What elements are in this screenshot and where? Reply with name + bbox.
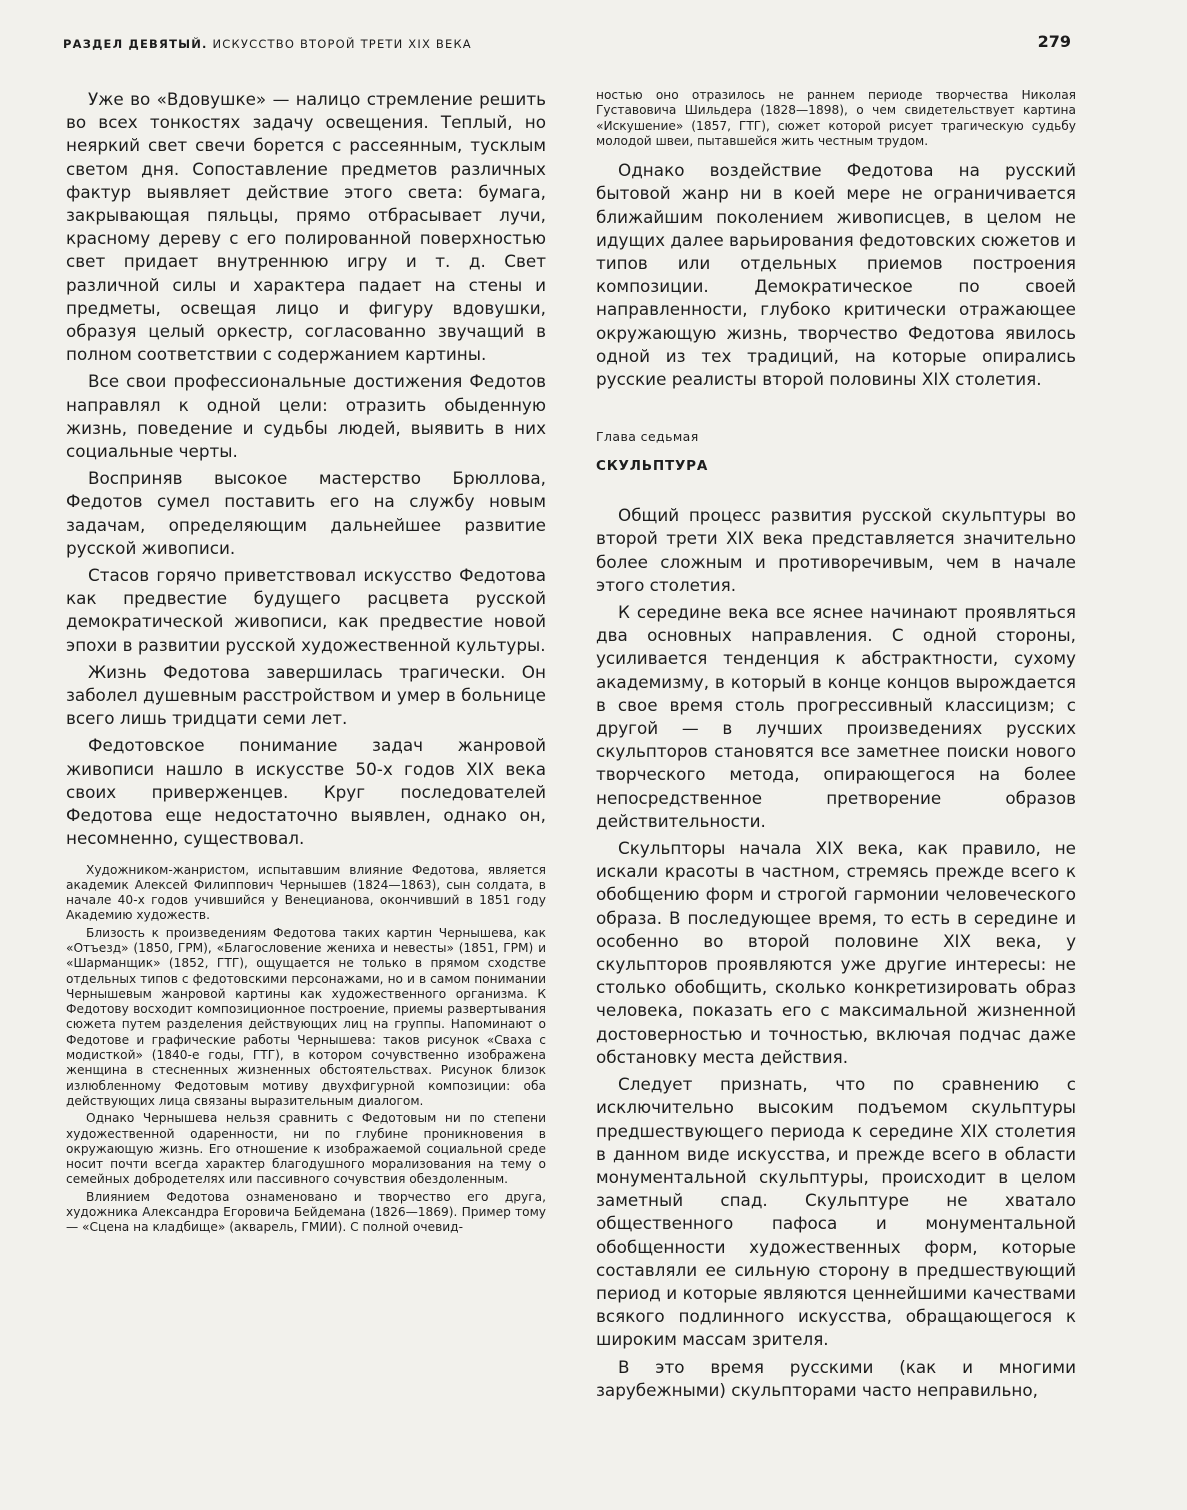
body-paragraph: Скульпторы начала XIX века, как правило, не искали красоты в частном, стремясь прежде всего к обобщению форм и строгой гармонии человеческого образа. В последующее время, то есть в середине и особенно во второй половине XIX века, у скульпторов проявляются уже другие интересы: не столько обобщить, сколько конкретизировать образ человека, показать его с максимальной жизненной достоверностью и точностью, включая подчас даже обстановку места действия. <box>596 838 1076 1067</box>
body-paragraph: Следует признать, что по сравнению с исключительно высоким подъемом скульптуры предшествующего периода к середине XIX столетия в данном виде искусства, и прежде всего в области монументальной скульптуры, происходит в целом заметный спад. Скульптуре не хватало общественного пафоса и монументальной обобщенности художественных форм, которые составляли ее сильную сторону в предшествующий период и которые являются ценнейшими качествами всякого подлинного искусства, обращающегося к широким массам зрителя. <box>596 1074 1076 1350</box>
section-title: ИСКУССТВО ВТОРОЙ ТРЕТИ XIX ВЕКА <box>212 37 472 51</box>
left-column <box>66 88 546 1238</box>
note-paragraph: Близость к произведениям Федотова таких картин Чернышева, как «Отъезд» (1850, ГРМ), «Благословение жениха и невесты» (1851, ГРМ) и «Шарманщик» (1852, ГТГ), ощущается не только в прямом сходстве отдельных типов с федотовскими персонажами, но и в самом понимании Чернышевым жанровой картины как художественного организма. К Федотову восходит композиционное построение, приемы развертывания сюжета путем разделения действующих лиц на группы. Напоминают о Федотове и графические работы Чернышева: таков рисунок «Сваха с модисткой» (1840-е годы, ГТГ), в котором сочувственно изображена женщина в стесненных жизненных обстоятельствах. Рисунок близок излюбленному Федотовым мотиву двухфигурной композиции: оба действующих лица связаны выразительным диалогом. <box>66 925 546 1108</box>
body-paragraph: Федотовское понимание задач жанровой живописи нашло в искусстве 50-х годов XIX века своих приверженцев. Круг последователей Федотова еще недостаточно выявлен, однако он, несомненно, существовал. <box>66 735 546 849</box>
running-head <box>63 37 472 51</box>
body-paragraph: Уже во «Вдовушке» — налицо стремление решить во всех тонкостях задачу освещения. Теплый, но неяркий свет свечи борется с рассеянным, тусклым светом дня. Сопоставление предметов различных фактур выявляет действие этого света: бумага, закрывающая пяльцы, прямо отбрасывает лучи, красному дереву с его полированной поверхностью свет придает внутреннюю игру и т. д. Свет различной силы и характера падает на стены и предметы, освещая лицо и фигуру вдовушки, образуя целый оркестр, согласованно звучащий в полном соответствии с содержанием картины. <box>66 89 546 365</box>
note-paragraph: Влиянием Федотова ознаменовано и творчество его друга, художника Александра Егоровича Бейдемана (1826—1869). Пример тому — «Сцена на кладбище» (акварель, ГМИИ). С полной очевид- <box>66 1189 546 1235</box>
body-paragraph: В это время русскими (как и многими зарубежными) скульпторами часто неправильно, <box>596 1356 1076 1400</box>
body-paragraph: Все свои профессиональные достижения Федотов направлял к одной цели: отразить обыденную жизнь, поведение и судьбы людей, выявить в них социальные черты. <box>66 371 546 462</box>
right-column <box>596 88 1076 1406</box>
note-paragraph: Художником-жанристом, испытавшим влияние Федотова, является академик Алексей Филиппович Чернышев (1824—1863), сын солдата, в начале 40-х годов учившийся у Венецианова, окончивший в 1851 году Академию художеств. <box>66 862 546 923</box>
spacer <box>596 151 1076 159</box>
body-paragraph: Восприняв высокое мастерство Брюллова, Федотов сумел поставить его на службу новым задачам, определяющим дальнейшее развитие русской живописи. <box>66 468 546 558</box>
note-paragraph: Однако Чернышева нельзя сравнить с Федотовым ни по степени художественной одаренности, ни по глубине проникновения в окружающую жизнь. Его отношение к изображаемой социальной среде носит почти всегда характер благодушного морализования на тему о семейных добродетелях или пассивного сочувствия обездоленным. <box>66 1111 546 1187</box>
body-paragraph: Стасов горячо приветствовал искусство Федотова как предвестие будущего расцвета русской демократической живописи, как предвестие новой эпохи в развитии русской художественной культуры. <box>66 565 546 655</box>
page-number: 279 <box>1037 32 1071 51</box>
body-paragraph: Жизнь Федотова завершилась трагически. Он заболел душевным расстройством и умер в больнице всего лишь тридцати семи лет. <box>66 661 546 729</box>
chapter-label: Глава седьмая <box>596 429 699 445</box>
body-paragraph: Общий процесс развития русской скульптуры во второй трети XIX века представляется значительно более сложным и противоречивым, чем в начале этого столетия. <box>596 505 1076 595</box>
body-paragraph: К середине века все яснее начинают проявляться два основных направления. С одной стороны, усиливается тенденция к абстрактности, сухому академизму, в который в конце концов вырождается в свое время столь прогрессивный классицизм; с другой — в лучших произведениях русских скульпторов становятся все заметнее поиски нового творческого метода, опирающегося на более непосредственное претворение образов действительности. <box>596 602 1076 831</box>
section-label: РАЗДЕЛ ДЕВЯТЫЙ. <box>63 37 208 51</box>
note-continuation: ностью оно отразилось не раннем периоде творчества Николая Густавовича Шильдера (1828—1898), о чем свидетельствует картина «Искушение» (1857, ГТГ), сюжет которой рисует трагическую судьбу молодой швеи, пытавшейся жить честным трудом. <box>596 88 1076 148</box>
chapter-title: СКУЛЬПТУРА <box>596 458 709 475</box>
spacer <box>66 855 546 863</box>
body-paragraph: Однако воздействие Федотова на русский бытовой жанр ни в коей мере не ограничивается ближайшим поколением живописцев, в целом не идущих далее варьирования федотовских сюжетов и типов или отдельных приемов построения композиции. Демократическое по своей направленности, глубоко критически отражающее окружающую жизнь, творчество Федотова явилось одной из тех традиций, на которые опирались русские реалисты второй половины XIX столетия. <box>596 160 1077 390</box>
